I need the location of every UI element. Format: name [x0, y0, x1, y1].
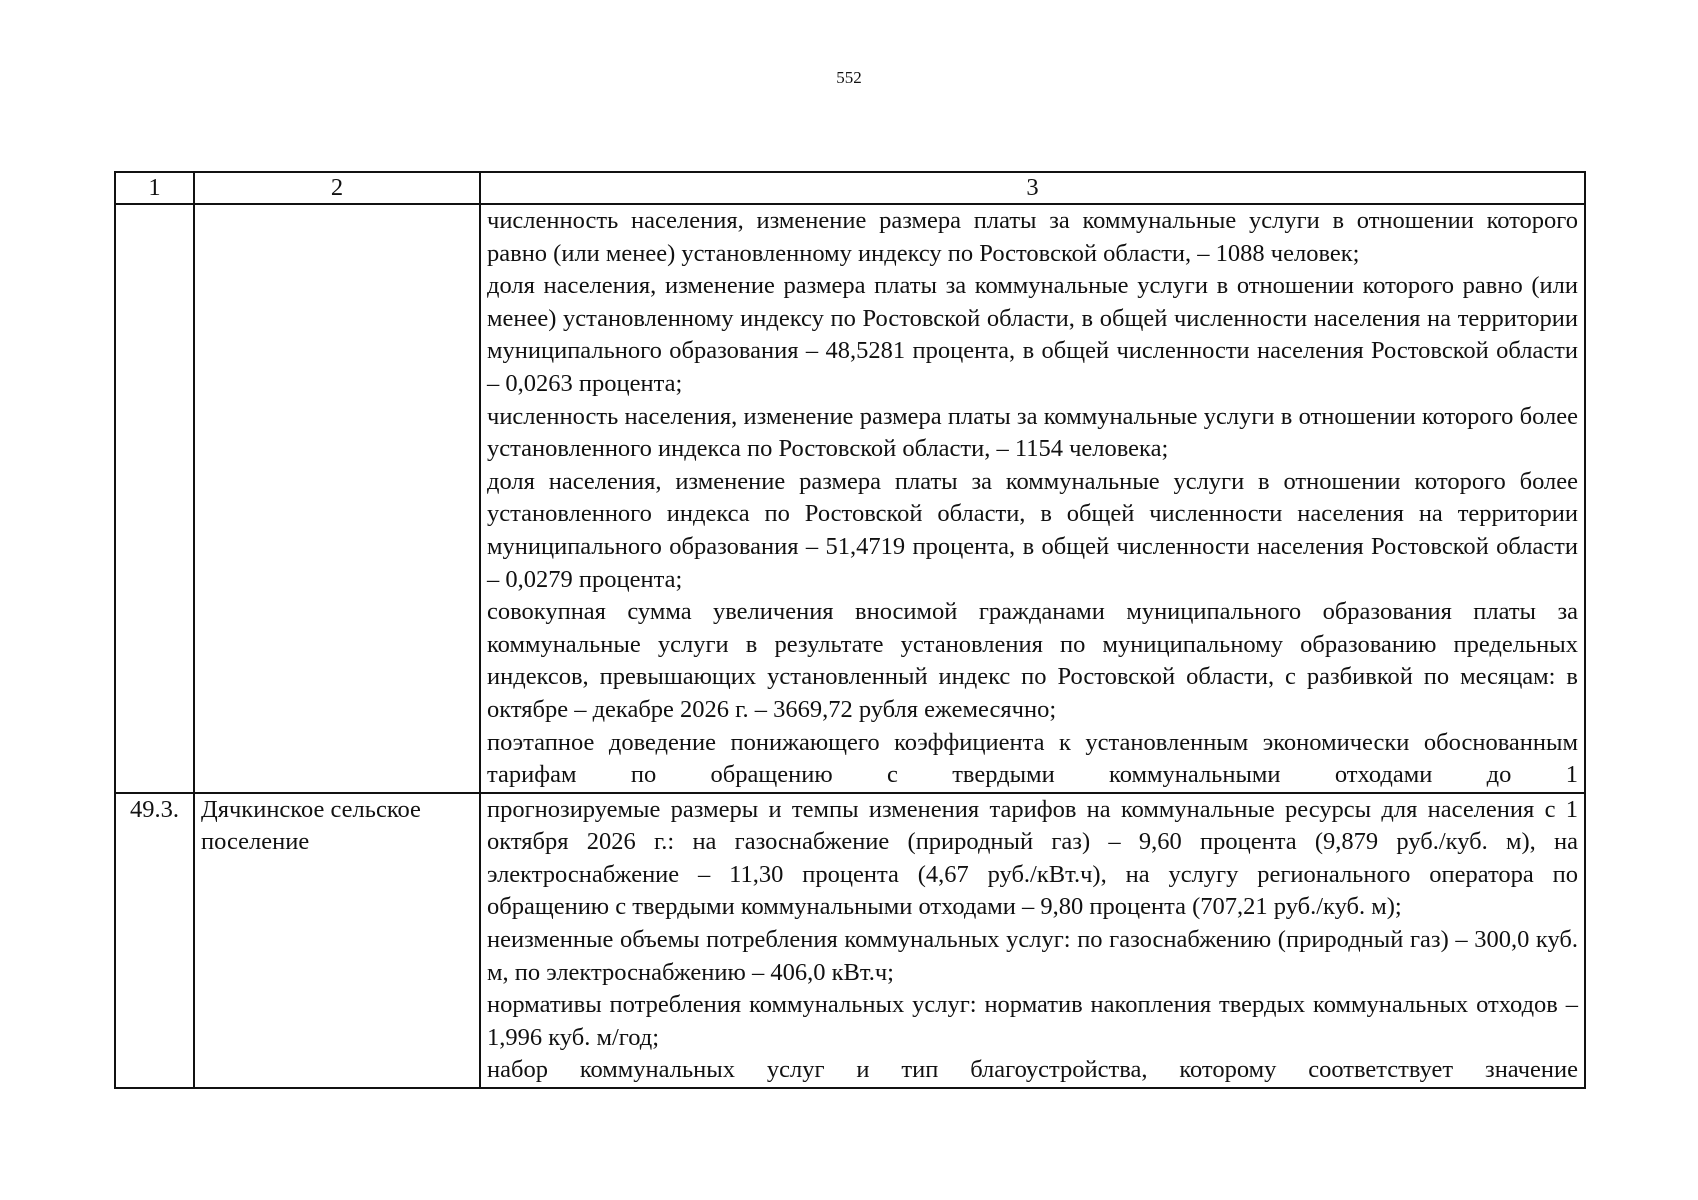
- indicator-paragraph: совокупная сумма увеличения вносимой гражданами муниципального образования платы за коммунальные услуги в результате установления по муниципальному образованию предельных индексов, превышающих установленный индекс по Ростовской области, с разбивкой по месяцам: в октябре – декабре 2026 г. – 3669,72 рубля ежемесячно;: [487, 598, 1578, 723]
- table-row: [115, 204, 1585, 793]
- column-header-3: 3: [480, 172, 1585, 204]
- indicator-paragraph: поэтапное доведение понижающего коэффициента к установленным экономически обоснованным тарифам по обращению с твердыми коммунальными отходами до 1: [487, 728, 1578, 789]
- indicators-cell: [480, 204, 1585, 793]
- indicator-paragraph: доля населения, изменение размера платы за коммунальные услуги в отношении которого более установленного индекса по Ростовской области, в общей численности населения на территории муниципального образования – 51,4719 процента, в общей численности населения Ростовской области – 0,0279 процента;: [487, 467, 1578, 593]
- indicators-cell: [480, 793, 1585, 1088]
- indicator-paragraph: численность населения, изменение размера платы за коммунальные услуги в отношении которого более установленного индекса по Ростовской области, – 1154 человека;: [487, 402, 1578, 463]
- indicator-paragraph: прогнозируемые размеры и темпы изменения тарифов на коммунальные ресурсы для населения с 1 октября 2026 г.: на газоснабжение (природный газ) – 9,60 процента (9,879 руб./куб. м), на электроснабжение – 11,30 процента (4,67 руб./кВт.ч), на услугу регионального оператора по обращению с твердыми коммунальными отходами – 9,80 процента (707,21 руб./куб. м);: [487, 795, 1578, 921]
- municipality-name: Дячкинское сельское поселение: [194, 793, 480, 1088]
- column-header-1: 1: [115, 172, 194, 204]
- indicator-paragraph: численность населения, изменение размера платы за коммунальные услуги в отношении которого равно (или менее) установленному индексу по Ростовской области, – 1088 человек;: [487, 207, 1578, 267]
- table-row: [115, 793, 1585, 1088]
- indicator-paragraph: нормативы потребления коммунальных услуг: норматив накопления твердых коммунальных отходов – 1,996 куб. м/год;: [487, 991, 1578, 1051]
- page-number: 552: [836, 68, 862, 87]
- data-table: [114, 171, 1586, 1089]
- indicator-paragraph: неизменные объемы потребления коммунальных услуг: по газоснабжению (природный газ) – 300,0 куб. м, по электроснабжению – 406,0 кВт.ч;: [487, 926, 1578, 986]
- indicator-paragraph: доля населения, изменение размера платы за коммунальные услуги в отношении которого равно (или менее) установленному индексу по Ростовской области, в общей численности населения на территории муниципального образования – 48,5281 процента, в общей численности населения Ростовской области – 0,0263 процента;: [487, 272, 1578, 397]
- municipality-name: [194, 204, 480, 793]
- row-number: [115, 204, 194, 793]
- row-number: 49.3.: [115, 793, 194, 1088]
- table-header-row: [115, 172, 1585, 204]
- column-header-2: 2: [194, 172, 480, 204]
- indicator-paragraph: набор коммунальных услуг и тип благоустройства, которому соответствует значение: [487, 1056, 1578, 1084]
